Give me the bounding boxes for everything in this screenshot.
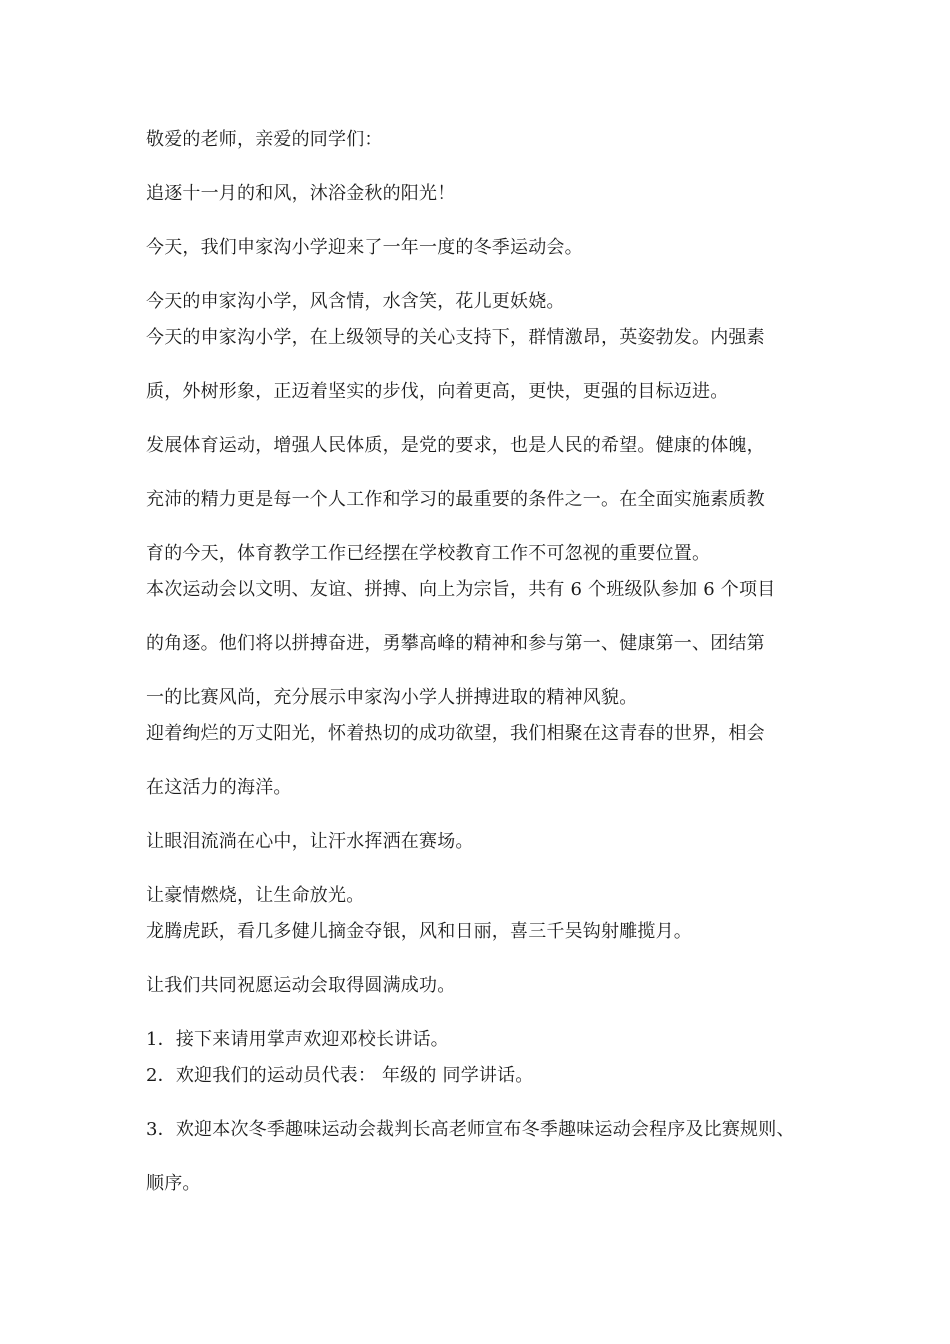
- text-line: 发展体育运动，增强人民体质，是党的要求，也是人民的希望。健康的体魄，: [146, 435, 765, 456]
- text-line: 本次运动会以文明、友谊、拼搏、向上为宗旨，共有 6 个班级队参加 6 个项目: [146, 579, 776, 600]
- text-line: 质，外树形象，正迈着坚实的步伐，向着更高，更快，更强的目标迈进。: [146, 381, 729, 402]
- text-line: 在这活力的海洋。: [146, 777, 292, 798]
- text-line: 迎着绚烂的万丈阳光，怀着热切的成功欲望，我们相聚在这青春的世界，相会: [146, 723, 765, 744]
- text-line: 让眼泪流淌在心中，让汗水挥洒在赛场。: [146, 831, 474, 852]
- text-line: 让我们共同祝愿运动会取得圆满成功。: [146, 975, 456, 996]
- text-line: 追逐十一月的和风，沐浴金秋的阳光！: [146, 183, 456, 204]
- text-line: 让豪情燃烧，让生命放光。: [146, 885, 365, 906]
- text-line: 今天的申家沟小学，风含情，水含笑，花儿更妖娆。: [146, 291, 565, 312]
- text-line: 育的今天，体育教学工作已经摆在学校教育工作不可忽视的重要位置。: [146, 543, 711, 564]
- salutation-line: 敬爱的老师，亲爱的同学们：: [146, 129, 383, 150]
- list-item: 1．接下来请用掌声欢迎邓校长讲话。: [146, 1029, 449, 1050]
- text-line: 顺序。: [146, 1173, 201, 1194]
- text-line: 一的比赛风尚，充分展示申家沟小学人拼搏进取的精神风貌。: [146, 687, 638, 708]
- text-line: 充沛的精力更是每一个人工作和学习的最重要的条件之一。在全面实施素质教: [146, 489, 765, 510]
- text-line: 今天，我们申家沟小学迎来了一年一度的冬季运动会。: [146, 237, 583, 258]
- text-line: 龙腾虎跃，看几多健儿摘金夺银，风和日丽，喜三千吴钩射雕揽月。: [146, 921, 692, 942]
- text-line: 今天的申家沟小学，在上级领导的关心支持下，群情激昂，英姿勃发。内强素: [146, 327, 765, 348]
- list-item: 2．欢迎我们的运动员代表： 年级的 同学讲话。: [146, 1065, 534, 1086]
- text-line: 的角逐。他们将以拼搏奋进，勇攀高峰的精神和参与第一、健康第一、团结第: [146, 633, 765, 654]
- list-item: 3．欢迎本次冬季趣味运动会裁判长高老师宣布冬季趣味运动会程序及比赛规则、: [146, 1119, 795, 1140]
